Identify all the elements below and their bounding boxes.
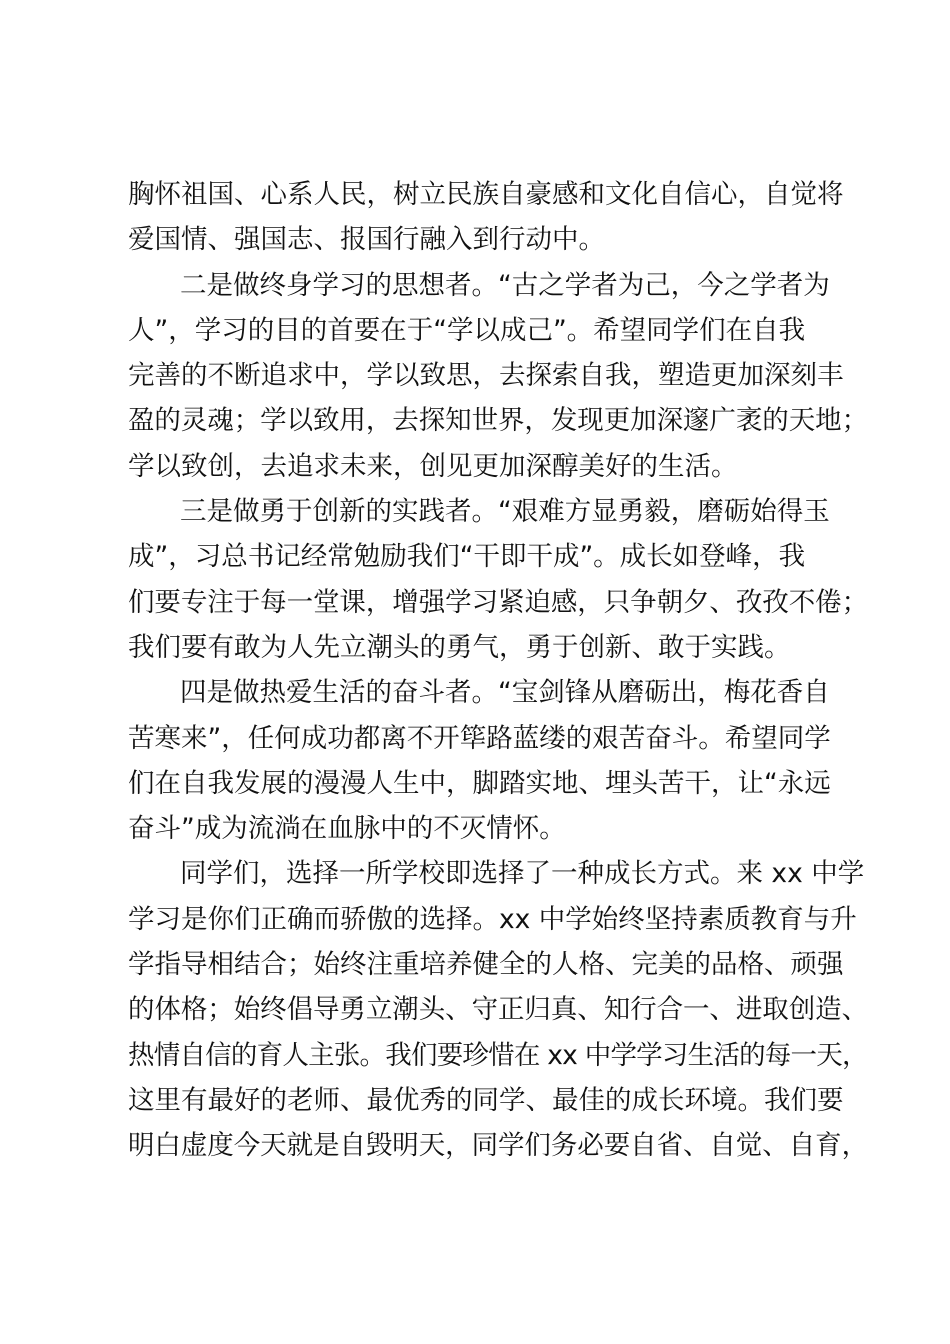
- text-line: 盈的灵魂；学以致用，去探知世界，发现更加深邃广袤的天地；: [128, 405, 868, 437]
- paragraph-start-line: 二是做终身学习的思想者。“古之学者为己，今之学者为: [180, 269, 830, 301]
- text-line: 奋斗”成为流淌在血脉中的不灭情怀。: [128, 813, 566, 845]
- text-line: 胸怀祖国、心系人民，树立民族自豪感和文化自信心，自觉将: [128, 179, 844, 210]
- body-text: [128, 172, 868, 1169]
- text-line: 人”，学习的目的首要在于“学以成己”。希望同学们在自我: [128, 314, 806, 346]
- text-line: 学习是你们正确而骄傲的选择。xx 中学始终坚持素质教育与升: [128, 903, 857, 935]
- text-line: 热情自信的育人主张。我们要珍惜在 xx 中学学习生活的每一天，: [128, 1039, 868, 1071]
- text-line: 完善的不断追求中，学以致思，去探索自我，塑造更加深刻丰: [128, 360, 844, 392]
- text-line: 学指导相结合；始终注重培养健全的人格、完美的品格、顽强: [128, 949, 844, 981]
- paragraph-start-line: 三是做勇于创新的实践者。“艰难方显勇毅，磨砺始得玉: [180, 496, 830, 528]
- text-line: 们要专注于每一堂课，增强学习紧迫感，只争朝夕、孜孜不倦；: [128, 586, 868, 618]
- text-line: 这里有最好的老师、最优秀的同学、最佳的成长环境。我们要: [128, 1084, 844, 1116]
- text-line: 明白虚度今天就是自毁明天，同学们务必要自省、自觉、自育，: [128, 1130, 868, 1162]
- text-line: 成”，习总书记经常勉励我们“干即干成”。成长如登峰，我: [128, 541, 806, 573]
- text-line: 爱国情、强国志、报国行融入到行动中。: [128, 224, 605, 256]
- paragraph-start-line: 同学们，选择一所学校即选择了一种成长方式。来 xx 中学: [180, 858, 865, 890]
- text-line: 我们要有敢为人先立潮头的勇气，勇于创新、敢于实践。: [128, 631, 791, 663]
- text-line: 的体格；始终倡导勇立潮头、守正归真、知行合一、进取创造、: [128, 994, 868, 1026]
- text-line: 学以致创，去追求未来，创见更加深醇美好的生活。: [128, 450, 738, 482]
- text-line: 苦寒来”，任何成功都离不开筚路蓝缕的艰苦奋斗。希望同学: [128, 722, 831, 754]
- paragraph-start-line: 四是做热爱生活的奋斗者。“宝剑锋从磨砺出，梅花香自: [180, 677, 830, 709]
- text-line: 们在自我发展的漫漫人生中，脚踏实地、埋头苦干，让“永远: [128, 767, 831, 799]
